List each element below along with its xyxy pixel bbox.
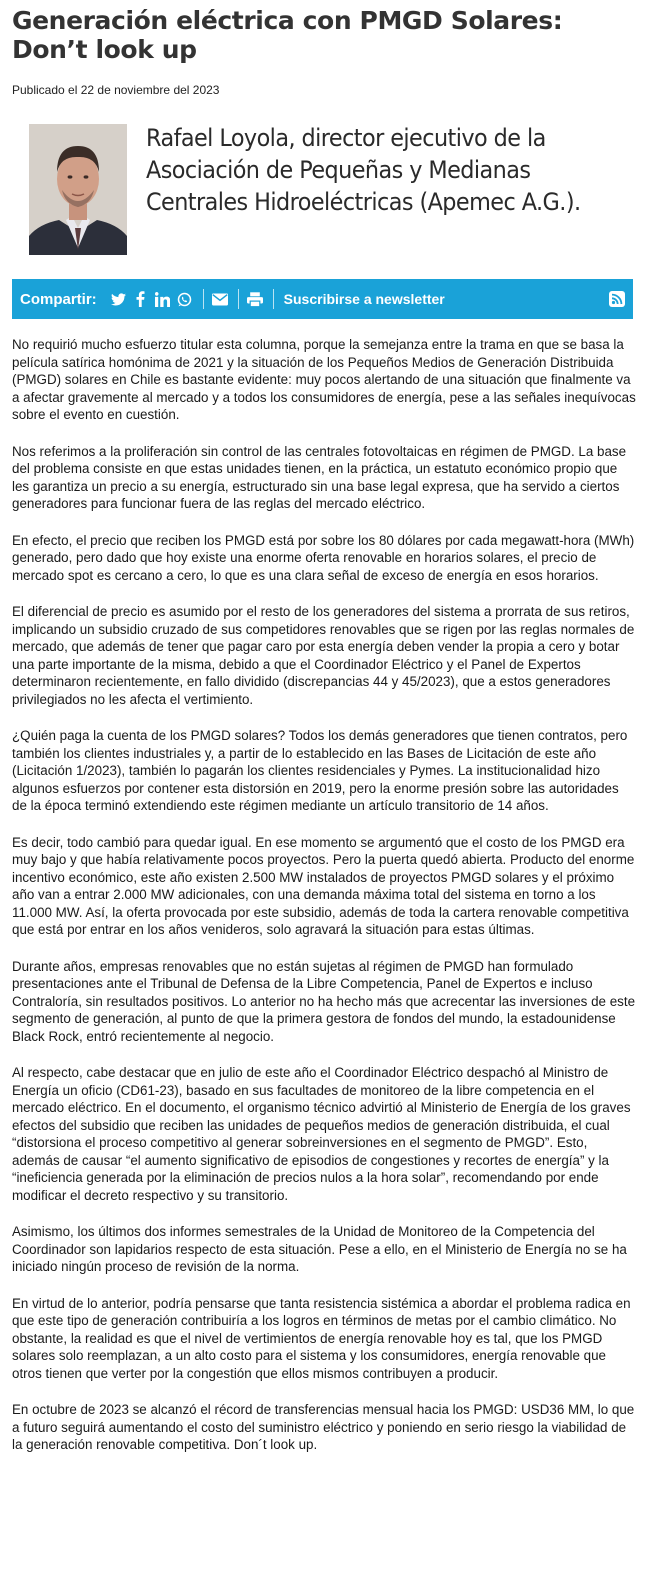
article-paragraph: ¿Quién paga la cuenta de los PMGD solares? Todos los demás generadores que tienen contratos, pero también los clientes industriales y, a partir de lo establecido en las Bases de Licitación de este año (Licitación 1/2023), también lo pagarán los clientes residenciales y Pymes. La institucionalidad hizo algunos esfuerzos por contener esta distorsión en 2019, pero la enorme presión sobre las autoridades de la época terminó extendiendo este régimen mediante un artículo transitorio de 14 años. [12,728,628,813]
share-label: Compartir: [20,290,97,308]
article-paragraph: El diferencial de precio es asumido por el resto de los generadores del sistema a prorrata de sus retiros, implicando un subsidio cruzado de sus competidores renovables que se rigen por las reglas normales de mercado, que además de tener que pagar caro por esta energía deben vender la propia a cero y botar una parte importante de la misma, debido a que el Coordinador Eléctrico y el Panel de Expertos determinaron recientemente, en fallo dividido (discrepancias 44 y 45/2023), que a estos generadores privilegiados no les afecta el vertimiento. [12,604,635,707]
subscribe-newsletter-link[interactable]: Suscribirse a newsletter [283,291,445,307]
article-paragraph: Es decir, todo cambió para quedar igual. En ese momento se argumentó que el costo de los PMGD era muy bajo y que había relativamente pocos proyectos. Pero la puerta quedó abierta. Producto del enorme incentivo económico, este año existen 2.500 MW instalados de proyectos PMGD solares y el próximo año van a entrar 2.000 MW adicionales, con una demanda máxima total del sistema en torno a los 11.000 MW. Así, la oferta provocada por este subsidio, además de toda la cartera renovable competitiva que está por entrar en los años venideros, solo agravará la situación para estas últimas. [12,834,635,937]
author-photo [29,124,127,255]
rss-icon[interactable] [609,291,625,307]
share-divider [238,289,239,309]
article-paragraph: Nos referimos a la proliferación sin control de las centrales fotovoltaicas en régimen de PMGD. La base del problema consiste en que estas unidades tienen, en la práctica, un estatuto económico propio que les garantiza un precio a su energía, estructurado sin una base legal expresa, que ha servido a ciertos generadores para funcionar fuera de las reglas del mercado eléctrico. [12,443,627,511]
article-title: Generación eléctrica con PMGD Solares: Don’t look up [12,6,563,64]
article-paragraph: En octubre de 2023 se alcanzó el récord de transferencias mensual hacia los PMGD: USD36 MM, lo que a futuro seguirá aumentando el costo del suministro eléctrico y poniendo en serio riesgo la viabilidad de la generación renovable competitiva. Don´t look up. [12,1402,635,1452]
article-paragraph: Al respecto, cabe destacar que en julio de este año el Coordinador Eléctrico despachó al Ministro de Energía un oficio (CD61-23), basado en sus facultades de monitoreo de la libre competencia en el mercado eléctrico. En el documento, el organismo técnico advirtió al Ministerio de Energía de los graves efectos del subsidio que reciben las unidades de pequeños medios de generación distribuida, el cual “distorsiona el proceso competitivo al generar sobreinversiones en el segmento de PMGD”. Esto, además de causar “el aumento significativo de episodios de congestiones y recortes de energía” y la “ineficiencia generada por la eliminación de precios nulos a la hora solar”, recomendando por ende modificar el decreto respectivo y su transitorio. [12,1065,631,1203]
article-body [12,336,636,1473]
twitter-icon[interactable] [109,289,129,309]
share-divider [273,289,274,309]
author-caption: Rafael Loyola, director ejecutivo de la Asociación de Pequeñas y Medianas Centrales Hidroeléctricas (Apemec A.G.). [146,124,581,216]
linkedin-icon[interactable] [153,289,173,309]
facebook-icon[interactable] [131,289,151,309]
whatsapp-icon[interactable] [175,289,195,309]
share-bar [12,279,633,319]
article-paragraph: Durante años, empresas renovables que no están sujetas al régimen de PMGD han formulado presentaciones ante el Tribunal de Defensa de la Libre Competencia, Panel de Expertos e incluso Contraloría, sin resultados positivos. Lo anterior no ha hecho más que acrecentar las inversiones de este segmento de generación, al punto de que la primera gestora de fondos del mundo, la estadounidense Black Rock, entró recientemente al negocio. [12,958,636,1044]
article-paragraph: Asimismo, los últimos dos informes semestrales de la Unidad de Monitoreo de la Competencia del Coordinador son lapidarios respecto de esta situación. Pese a ello, en el Ministerio de Energía no se ha iniciado ningún proceso de revisión de la norma. [12,1224,627,1274]
article-paragraph: En efecto, el precio que reciben los PMGD está por sobre los 80 dólares por cada megawatt-hora (MWh) generado, pero dado que hoy existe una enorme oferta renovable en horarios solares, el precio de mercado spot es cercano a cero, lo que es una clara señal de exceso de energía en esos horarios. [12,532,635,583]
email-icon[interactable] [210,289,230,309]
article-paragraph: En virtud de lo anterior, podría pensarse que tanta resistencia sistémica a abordar el problema radica en que este tipo de generación contribuiría a los logros en términos de metas por el cambio climático. No obstante, la realidad es que el nivel de vertimientos de energía renovable hoy es tal, que los PMGD solares solo reemplazan, a un alto costo para el sistema y los consumidores, energía renovable que otros tienen que verter por la congestión que ellos mismos contribuyen a producir. [12,1295,631,1381]
publish-date: Publicado el 22 de noviembre del 2023 [12,83,220,97]
print-icon[interactable] [245,289,265,309]
share-divider [203,289,204,309]
article-paragraph: No requirió mucho esfuerzo titular esta columna, porque la semejanza entre la trama en que se basa la película satírica homónima de 2021 y la situación de los Pequeños Medios de Generación Distribuida (PMGD) solares en Chile es bastante evidente: muy pocos alertando de una situación que finalmente va a afectar gravemente al mercado y a todos los consumidores de energía, pese a las señales inequívocas sobre el evento en cuestión. [12,337,636,422]
